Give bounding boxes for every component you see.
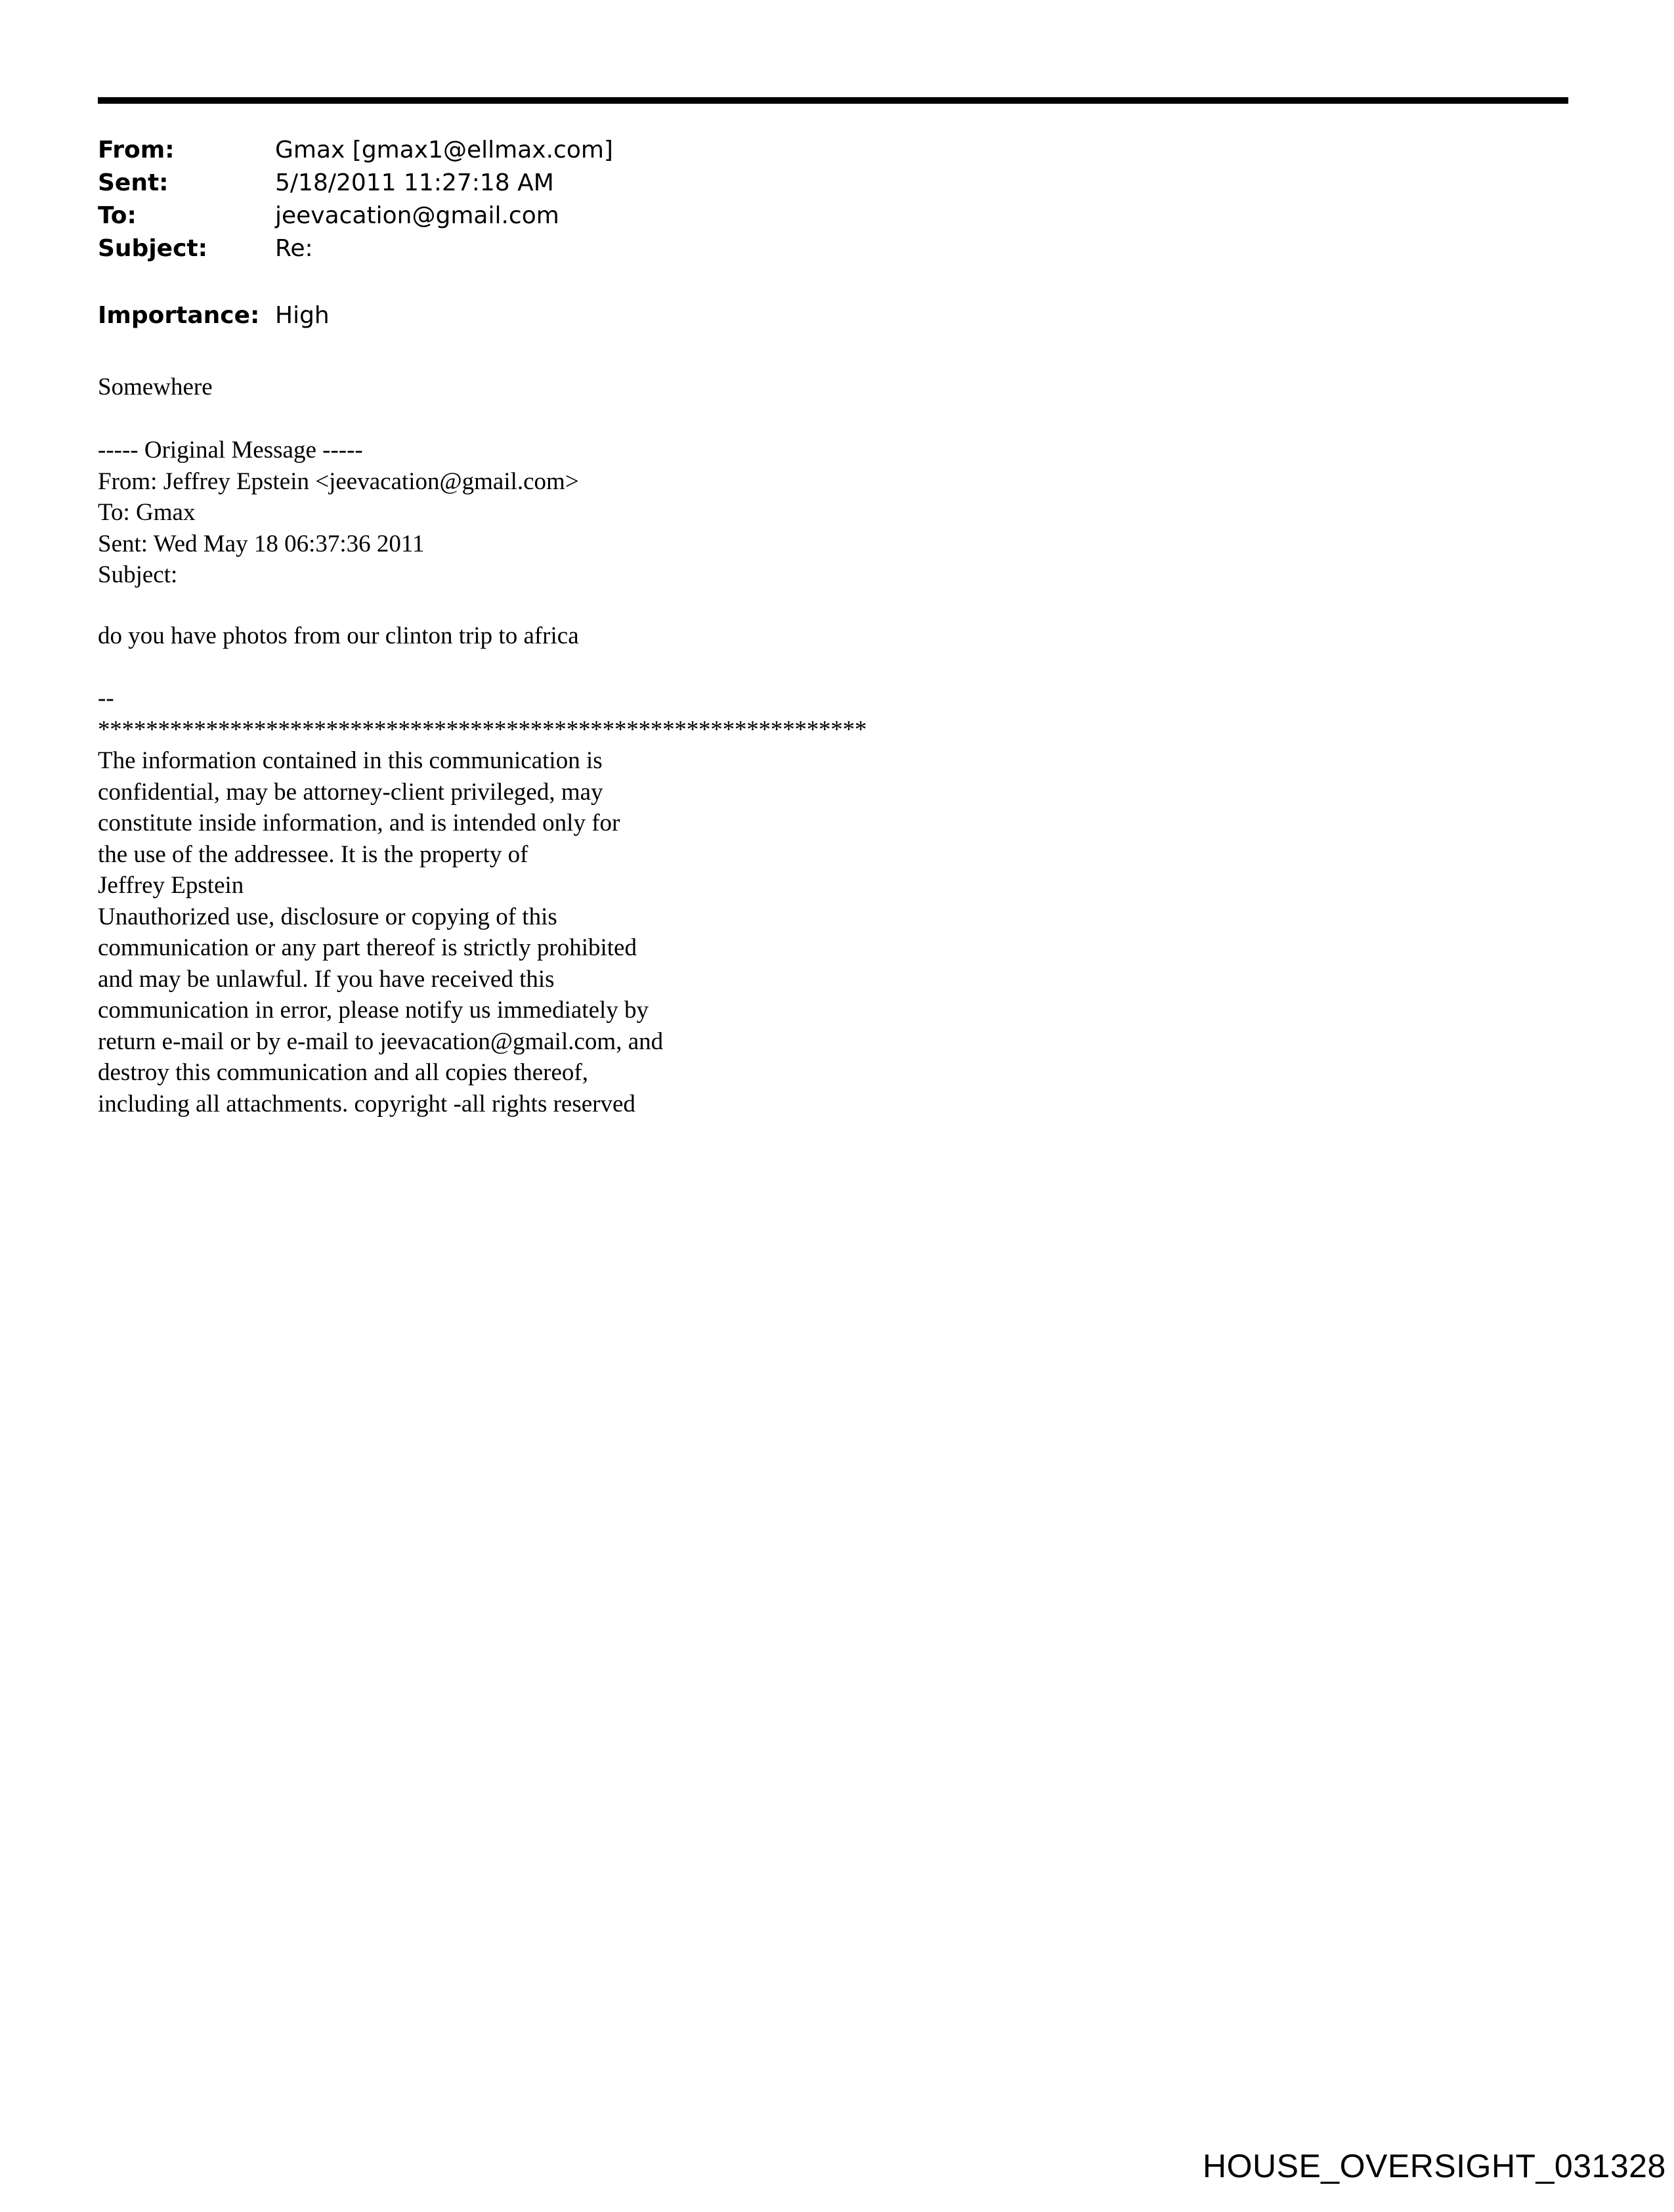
- original-to-line: To: Gmax: [98, 499, 196, 526]
- original-from-line: From: Jeffrey Epstein <jeevacation@gmail.com>: [98, 467, 579, 495]
- importance-label: Importance:: [98, 302, 260, 329]
- sent-value: 5/18/2011 11:27:18 AM: [275, 169, 554, 196]
- reply-body: [98, 372, 213, 403]
- original-message-separator: ----- Original Message -----: [98, 437, 363, 464]
- disclaimer-line: constitute inside information, and is intended only for: [98, 810, 620, 836]
- disclaimer-line: communication in error, please notify us immediately by: [98, 997, 649, 1024]
- bates-number: HOUSE_OVERSIGHT_031328: [1203, 2148, 1666, 2184]
- to-value: jeevacation@gmail.com: [275, 202, 559, 229]
- disclaimer-line: return e-mail or by e-mail to jeevacation@gmail.com, and: [98, 1028, 664, 1055]
- disclaimer-line: the use of the addressee. It is the property of: [98, 840, 528, 868]
- original-message: [98, 435, 579, 591]
- disclaimer-line: Jeffrey Epstein: [98, 872, 244, 899]
- original-body-text: do you have photos from our clinton trip to africa: [98, 622, 579, 649]
- reply-text: Somewhere: [98, 374, 213, 401]
- subject-value: Re:: [275, 235, 313, 262]
- disclaimer-line: including all attachments. copyright -all rights reserved: [98, 1090, 635, 1117]
- disclaimer-line: destroy this communication and all copies thereof,: [98, 1059, 588, 1086]
- subject-label: Subject:: [98, 235, 208, 262]
- original-message-body: [98, 620, 579, 652]
- disclaimer-line: Unauthorized use, disclosure or copying of this: [98, 903, 557, 930]
- header-divider-rule: [98, 97, 1568, 104]
- original-sent-line: Sent: Wed May 18 06:37:36 2011: [98, 530, 425, 557]
- disclaimer-line: confidential, may be attorney-client privileged, may: [98, 778, 603, 806]
- signature-stars: ****************************************************************: [98, 716, 867, 743]
- from-label: From:: [98, 137, 175, 163]
- disclaimer-line: The information contained in this communication is: [98, 747, 603, 774]
- importance-value: High: [275, 302, 330, 329]
- to-label: To:: [98, 202, 137, 229]
- disclaimer-line: and may be unlawful. If you have received this: [98, 965, 555, 993]
- sent-label: Sent:: [98, 169, 169, 196]
- signature-dashes: --: [98, 685, 114, 712]
- signature-block: [98, 683, 867, 1119]
- from-value: Gmax [gmax1@ellmax.com]: [275, 137, 613, 163]
- disclaimer-line: communication or any part thereof is strictly prohibited: [98, 934, 637, 961]
- original-subject-line: Subject:: [98, 561, 178, 588]
